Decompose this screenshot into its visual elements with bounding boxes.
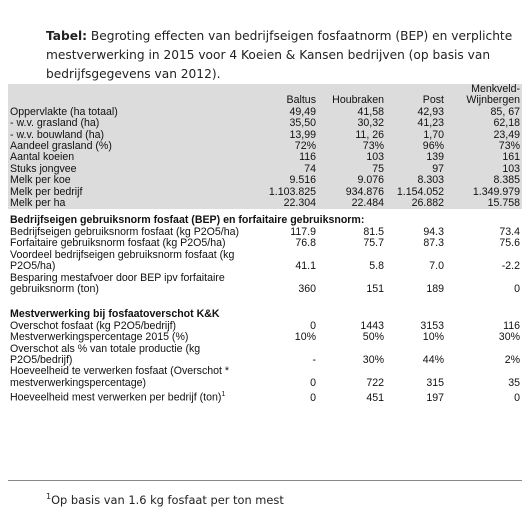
mest-cell-v3: 3153 — [420, 319, 444, 332]
section-mest-title: Mestverwerking bij fosfaatoverschot K&K — [10, 308, 220, 321]
bep-cell-v1: 360 — [298, 282, 316, 295]
bep-row — [8, 250, 522, 273]
general-cell-v4: 103 — [446, 164, 522, 175]
bep-row-label: Bedrijfseigen gebruiksnorm fosfaat (kg P2O5/ha) — [10, 225, 240, 238]
section-mest-title-row — [8, 303, 522, 320]
general-cell-v1: 1.103.825 — [256, 187, 318, 198]
general-cell-v3: 96% — [386, 141, 446, 152]
mest-cell-v1: 0 — [310, 376, 316, 389]
general-cell-v4: 8.385 — [446, 175, 522, 186]
general-row-label: Melk per bedrijf — [8, 187, 256, 198]
mest-cell-v1: 10% — [294, 331, 316, 344]
mest-cell-v3: 10% — [422, 331, 444, 344]
general-cell-v1: 9.516 — [256, 175, 318, 186]
general-cell-v1: 72% — [256, 141, 318, 152]
bep-cell-v4: 73.4 — [499, 225, 520, 238]
general-cell-v1: 13,99 — [256, 130, 318, 141]
bep-cell-v3: 87.3 — [423, 237, 444, 250]
mest-row — [8, 389, 522, 404]
general-row — [8, 118, 522, 129]
bep-row-label: Voordeel bedrijfseigen gebruiksnorm fosfaat (kg P2O5/ha) — [10, 248, 235, 273]
caption-lead: Tabel: — [46, 29, 88, 43]
general-row-label: Melk per koe — [8, 175, 256, 186]
general-cell-v4: 85, 67 — [446, 107, 522, 118]
mest-cell-v2: 30% — [362, 353, 384, 366]
bep-cell-v1: 41.1 — [295, 260, 316, 273]
mest-cell-v4: 116 — [503, 319, 520, 332]
general-cell-v3: 1,70 — [386, 130, 446, 141]
general-cell-v1: 74 — [256, 164, 318, 175]
mest-row-label: Hoeveelheid mest verwerken per bedrijf (ton)$^1$ — [10, 391, 226, 404]
general-row — [8, 175, 522, 186]
general-row-label: Stuks jongvee — [8, 164, 256, 175]
bep-row — [8, 273, 522, 296]
general-row-label: Oppervlakte (ha totaal) — [8, 107, 256, 118]
mest-row — [8, 344, 522, 367]
mest-row — [8, 332, 522, 343]
row-footnote-marker: 1 — [221, 391, 226, 399]
bep-rows — [8, 227, 522, 295]
general-cell-v4: 1.349.979 — [446, 187, 522, 198]
bep-cell-v2: 75.7 — [363, 237, 384, 250]
col-header-c2: Houbraken — [318, 95, 386, 106]
mest-cell-v4: 35 — [508, 376, 520, 389]
col-header-c1: Baltus — [256, 95, 318, 106]
mest-cell-v2: 50% — [362, 331, 384, 344]
footnote — [46, 492, 516, 507]
bep-cell-v1: 76.8 — [295, 237, 316, 250]
section-bep-title: Bedrijfseigen gebruiksnorm fosfaat (BEP) en forfaitaire gebruiksnorm: — [10, 214, 365, 227]
mest-cell-v1: 0 — [310, 319, 316, 332]
table-bottom-rule — [8, 480, 522, 481]
bep-cell-v4: -2.2 — [501, 260, 520, 273]
general-cell-v3: 139 — [386, 152, 446, 163]
mest-cell-v1: 0 — [310, 391, 316, 404]
general-cell-v2: 9.076 — [318, 175, 386, 186]
budget-table — [8, 84, 522, 404]
mest-cell-v2: 722 — [366, 376, 384, 389]
mest-row — [8, 366, 522, 389]
general-cell-v2: 41,58 — [318, 107, 386, 118]
bep-cell-v3: 7.0 — [429, 260, 444, 273]
mest-cell-v4: 0 — [514, 391, 520, 404]
general-cell-v2: 73% — [318, 141, 386, 152]
general-cell-v1: 22.304 — [256, 198, 318, 209]
general-row-label: Aantal koeien — [8, 152, 256, 163]
col-header-c4-top: Menkveld- — [446, 84, 522, 95]
general-cell-v3: 42,93 — [386, 107, 446, 118]
general-cell-v3: 97 — [386, 164, 446, 175]
general-cell-v4: 15.758 — [446, 198, 522, 209]
general-row — [8, 164, 522, 175]
mest-cell-v2: 1443 — [360, 319, 384, 332]
general-cell-v1: 49,49 — [256, 107, 318, 118]
col-header-c3: Post — [386, 95, 446, 106]
footnote-text: Op basis van 1.6 kg fosfaat per ton mest — [51, 492, 284, 507]
bep-cell-v2: 151 — [366, 282, 384, 295]
footnote-marker: 1 — [46, 492, 52, 501]
bep-cell-v3: 189 — [426, 282, 444, 295]
mest-cell-v3: 197 — [426, 391, 444, 404]
section-bep-title-row — [8, 209, 522, 226]
general-cell-v3: 1.154.052 — [386, 187, 446, 198]
general-row — [8, 152, 522, 163]
bep-cell-v4: 0 — [514, 282, 520, 295]
bep-row-label: Forfaitaire gebruiksnorm fosfaat (kg P2O5/ha) — [10, 237, 226, 250]
general-row-label: Melk per ha — [8, 198, 256, 209]
header-row-top — [8, 84, 522, 95]
bep-row-label: Besparing mestafvoer door BEP ipv forfaitaire gebruiksnorm (ton) — [10, 271, 225, 295]
general-cell-v2: 22.484 — [318, 198, 386, 209]
bep-cell-v2: 81.5 — [363, 225, 384, 238]
general-row — [8, 187, 522, 198]
general-cell-v4: 73% — [446, 141, 522, 152]
bep-cell-v4: 75.6 — [499, 237, 520, 250]
mest-row-label: Hoeveelheid te verwerken fosfaat (Overschot * mestverwerkingspercentage) — [10, 365, 230, 389]
caption-text: Begroting effecten van bedrijfseigen fosfaatnorm (BEP) en verplichte mestverwerking in 2015 voor 4 Koeien & Kansen bedrijven (op basis van bedrijfsgegevens van 2012). — [46, 29, 513, 81]
general-row-label: - w.v. grasland (ha) — [8, 118, 256, 129]
mest-cell-v1: - — [312, 353, 316, 366]
general-cell-v3: 8.303 — [386, 175, 446, 186]
mest-cell-v3: 44% — [422, 353, 444, 366]
general-rows — [8, 107, 522, 210]
general-cell-v1: 116 — [256, 152, 318, 163]
mest-cell-v4: 30% — [498, 331, 520, 344]
mest-cell-v3: 315 — [426, 376, 444, 389]
mest-row-label: Overschot als % van totale productie (kg P2O5/bedrijf) — [10, 342, 201, 366]
general-cell-v2: 30,32 — [318, 118, 386, 129]
general-cell-v4: 161 — [446, 152, 522, 163]
mest-cell-v4: 2% — [504, 353, 520, 366]
bep-cell-v2: 5.8 — [369, 260, 384, 273]
general-cell-v3: 41,23 — [386, 118, 446, 129]
general-row-label: - w.v. bouwland (ha) — [8, 130, 256, 141]
table-caption — [46, 27, 516, 84]
col-header-c4-bottom: Wijnbergen — [446, 95, 522, 106]
general-cell-v4: 23,49 — [446, 130, 522, 141]
mest-cell-v2: 451 — [366, 391, 384, 404]
general-cell-v3: 26.882 — [386, 198, 446, 209]
general-cell-v2: 103 — [318, 152, 386, 163]
general-row — [8, 198, 522, 209]
general-cell-v2: 75 — [318, 164, 386, 175]
bep-row — [8, 238, 522, 249]
mest-rows — [8, 321, 522, 404]
mest-row-label: Mestverwerkingspercentage 2015 (%) — [10, 331, 189, 344]
general-cell-v4: 62,18 — [446, 118, 522, 129]
bep-cell-v3: 94.3 — [423, 225, 444, 238]
general-cell-v1: 35,50 — [256, 118, 318, 129]
general-row-label: Aandeel grasland (%) — [8, 141, 256, 152]
bep-cell-v1: 117.9 — [290, 225, 316, 238]
general-cell-v2: 11, 26 — [318, 130, 386, 141]
general-row — [8, 141, 522, 152]
mest-row-label: Overschot fosfaat (kg P2O5/bedrijf) — [10, 319, 177, 332]
general-cell-v2: 934.876 — [318, 187, 386, 198]
